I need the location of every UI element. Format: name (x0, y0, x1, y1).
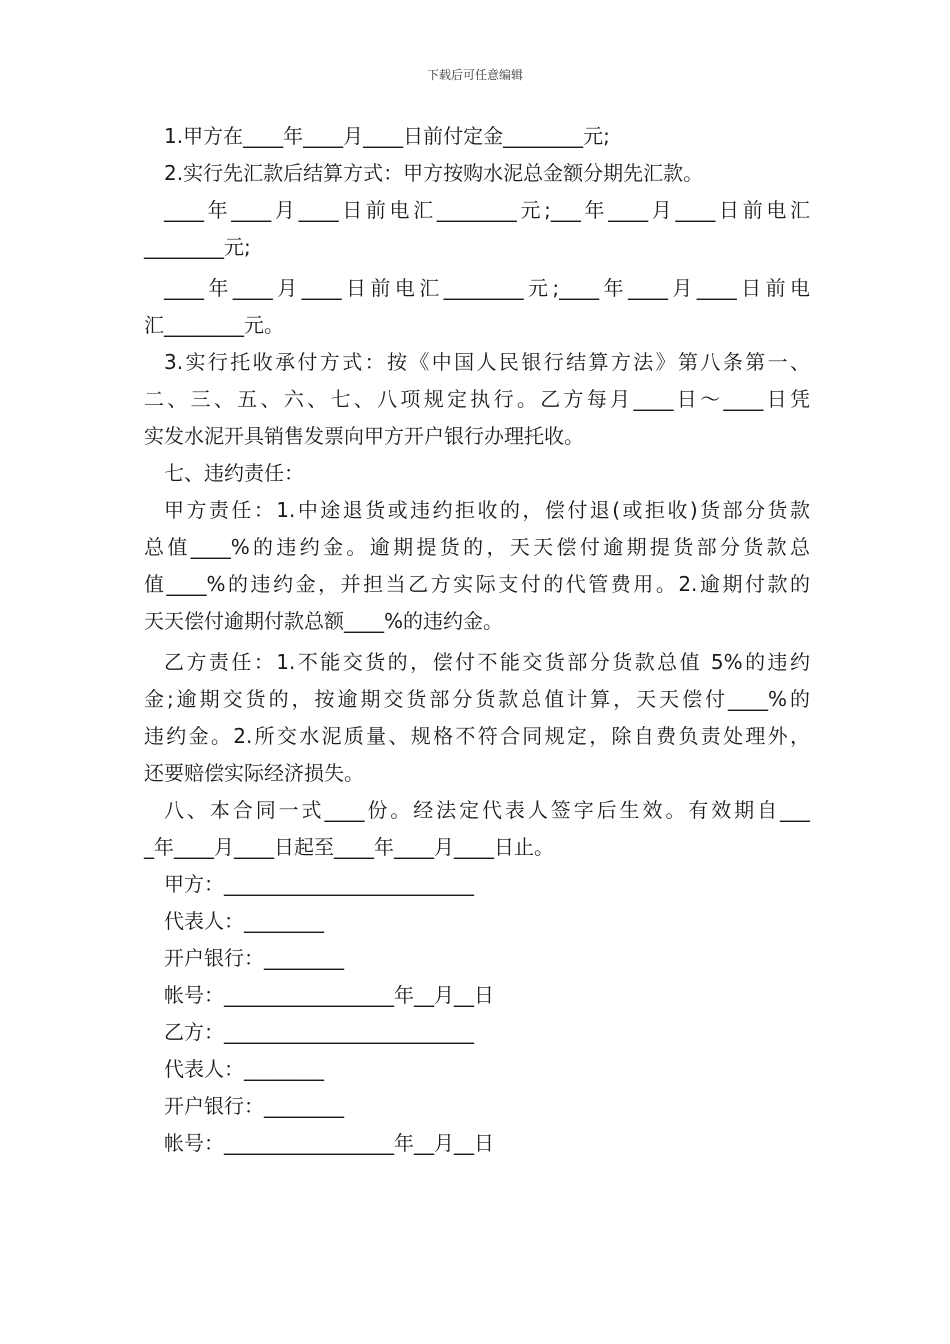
party-a-liability-cont-2: 值____%的违约金，并担当乙方实际支付的代管费用。2.逾期付款的 (144, 572, 810, 596)
signature-party-b-account: 帐号：_________________年__月__日 (164, 1131, 494, 1155)
party-a-liability-cont-3: 天天偿付逾期付款总额____%的违约金。 (144, 609, 504, 633)
party-a-liability: 甲方责任：1.中途退货或违约拒收的，偿付退(或拒收)货部分货款 (164, 498, 810, 522)
clause-collection-cont-1: 二、三、五、六、七、八项规定执行。乙方每月____日～____日凭 (144, 387, 810, 411)
clause-remit-schedule-2-cont: 汇________元。 (144, 313, 284, 337)
signature-party-a-representative: 代表人：________ (164, 909, 324, 933)
clause-remit-schedule-1-cont: ________元; (144, 235, 251, 259)
signature-party-b: 乙方：_________________________ (164, 1020, 474, 1044)
signature-party-b-representative: 代表人：________ (164, 1057, 324, 1081)
page-header-note: 下载后可任意编辑 (426, 68, 523, 82)
signature-party-b-bank: 开户银行：________ (164, 1094, 344, 1118)
clause-deposit: 1.甲方在____年____月____日前付定金________元; (164, 124, 610, 148)
signature-party-a-bank: 开户银行：________ (164, 946, 344, 970)
section-copies-validity: 八、本合同一式____份。经法定代表人签字后生效。有效期自___ (164, 798, 810, 822)
party-b-liability-cont-2: 违约金。2.所交水泥质量、规格不符合同规定，除自费负责处理外， (144, 724, 810, 748)
clause-remit-schedule-1: ____年____月____日前电汇________元;___年____月____日前电汇 (164, 198, 810, 222)
party-b-liability: 乙方责任：1.不能交货的，偿付不能交货部分货款总值 5%的违约 (164, 650, 810, 674)
party-b-liability-cont-3: 还要赔偿实际经济损失。 (144, 761, 364, 785)
clause-collection-cont-2: 实发水泥开具销售发票向甲方开户银行办理托收。 (144, 424, 584, 448)
party-a-liability-cont-1: 总值____%的违约金。逾期提货的，天天偿付逾期提货部分货款总 (144, 535, 810, 559)
section-breach-title: 七、违约责任： (164, 461, 304, 485)
clause-remit-schedule-2: ____年____月____日前电汇________元;____年____月____日前电 (164, 276, 810, 300)
signature-party-a-account: 帐号：_________________年__月__日 (164, 983, 494, 1007)
signature-party-a: 甲方：_________________________ (164, 872, 474, 896)
document-body (144, 118, 810, 1162)
clause-collection: 3.实行托收承付方式：按《中国人民银行结算方法》第八条第一、 (164, 350, 810, 374)
clause-remit-first: 2.实行先汇款后结算方式：甲方按购水泥总金额分期先汇款。 (164, 161, 704, 185)
party-b-liability-cont-1: 金;逾期交货的，按逾期交货部分货款总值计算，天天偿付____%的 (144, 687, 810, 711)
section-copies-validity-cont: _年____月____日起至____年____月____日止。 (144, 835, 554, 859)
